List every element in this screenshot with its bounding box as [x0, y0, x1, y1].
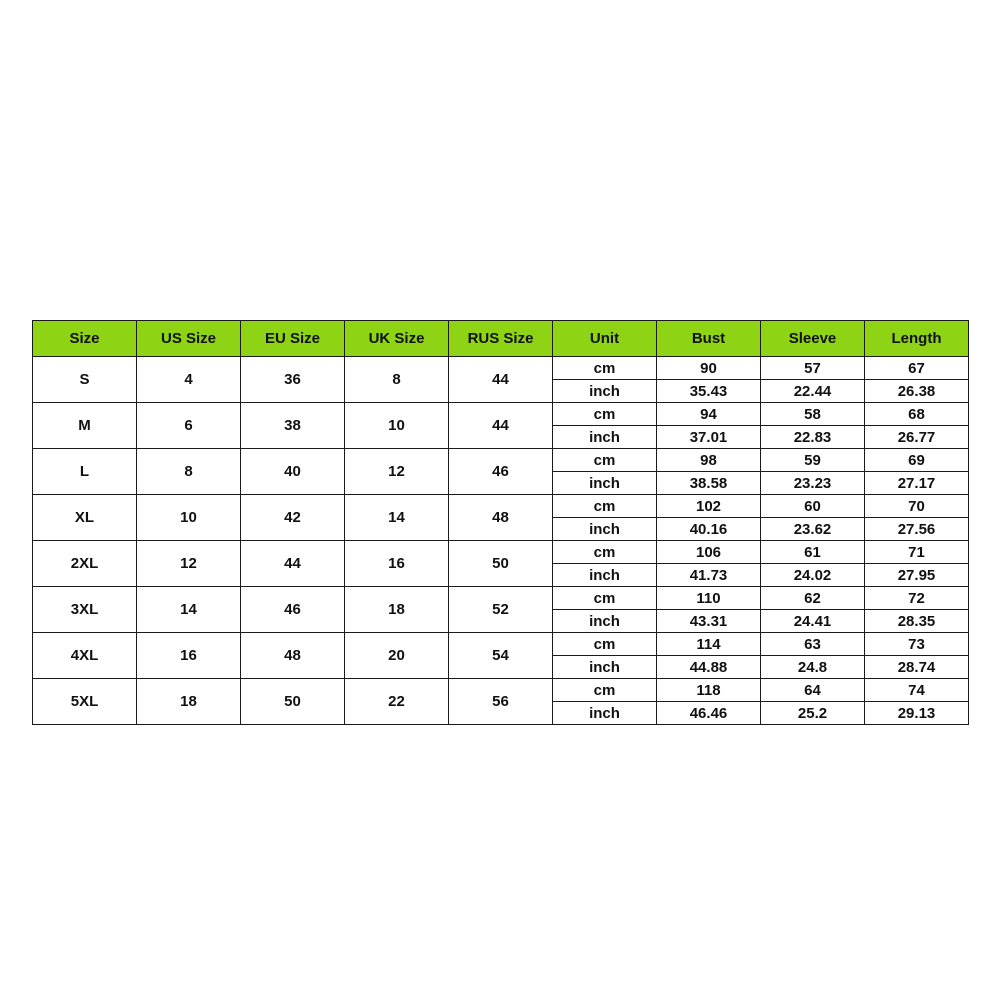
cell-inch-unit: inch	[553, 518, 657, 541]
cell-inch-sleeve: 22.44	[761, 380, 865, 403]
cell-inch-bust: 43.31	[657, 610, 761, 633]
cell-us: 18	[137, 679, 241, 725]
cell-eu: 42	[241, 495, 345, 541]
cell-rus: 50	[449, 541, 553, 587]
table-row	[33, 403, 969, 426]
cell-cm-length: 74	[865, 679, 969, 702]
cell-size: S	[33, 357, 137, 403]
cell-cm-sleeve: 62	[761, 587, 865, 610]
cell-inch-sleeve: 24.41	[761, 610, 865, 633]
cell-rus: 44	[449, 403, 553, 449]
cell-inch-sleeve: 22.83	[761, 426, 865, 449]
size-table	[32, 320, 969, 725]
cell-inch-length: 29.13	[865, 702, 969, 725]
table-row	[33, 495, 969, 518]
cell-cm-sleeve: 57	[761, 357, 865, 380]
cell-cm-sleeve: 58	[761, 403, 865, 426]
cell-cm-unit: cm	[553, 541, 657, 564]
cell-uk: 10	[345, 403, 449, 449]
column-header-uk-size: UK Size	[345, 321, 449, 357]
cell-inch-length: 27.17	[865, 472, 969, 495]
cell-cm-sleeve: 64	[761, 679, 865, 702]
cell-inch-sleeve: 24.02	[761, 564, 865, 587]
cell-cm-sleeve: 60	[761, 495, 865, 518]
cell-size: 5XL	[33, 679, 137, 725]
cell-inch-sleeve: 24.8	[761, 656, 865, 679]
cell-inch-length: 27.56	[865, 518, 969, 541]
cell-cm-length: 68	[865, 403, 969, 426]
cell-rus: 48	[449, 495, 553, 541]
cell-size: 2XL	[33, 541, 137, 587]
cell-rus: 54	[449, 633, 553, 679]
cell-inch-bust: 40.16	[657, 518, 761, 541]
cell-rus: 56	[449, 679, 553, 725]
cell-inch-unit: inch	[553, 656, 657, 679]
cell-inch-bust: 46.46	[657, 702, 761, 725]
cell-cm-bust: 90	[657, 357, 761, 380]
cell-cm-bust: 110	[657, 587, 761, 610]
size-chart	[32, 320, 969, 725]
column-header-bust: Bust	[657, 321, 761, 357]
cell-cm-unit: cm	[553, 403, 657, 426]
cell-cm-unit: cm	[553, 679, 657, 702]
cell-us: 8	[137, 449, 241, 495]
cell-eu: 36	[241, 357, 345, 403]
cell-us: 12	[137, 541, 241, 587]
cell-cm-unit: cm	[553, 449, 657, 472]
table-header	[33, 321, 969, 357]
cell-inch-bust: 44.88	[657, 656, 761, 679]
cell-inch-sleeve: 23.62	[761, 518, 865, 541]
cell-inch-bust: 41.73	[657, 564, 761, 587]
column-header-length: Length	[865, 321, 969, 357]
cell-cm-length: 72	[865, 587, 969, 610]
cell-inch-length: 28.35	[865, 610, 969, 633]
column-header-unit: Unit	[553, 321, 657, 357]
cell-cm-bust: 102	[657, 495, 761, 518]
cell-us: 6	[137, 403, 241, 449]
table-row	[33, 357, 969, 380]
cell-cm-bust: 106	[657, 541, 761, 564]
cell-inch-bust: 35.43	[657, 380, 761, 403]
cell-uk: 14	[345, 495, 449, 541]
column-header-rus-size: RUS Size	[449, 321, 553, 357]
cell-eu: 46	[241, 587, 345, 633]
cell-inch-bust: 38.58	[657, 472, 761, 495]
cell-cm-length: 70	[865, 495, 969, 518]
cell-cm-length: 69	[865, 449, 969, 472]
cell-uk: 12	[345, 449, 449, 495]
cell-size: M	[33, 403, 137, 449]
cell-inch-unit: inch	[553, 702, 657, 725]
cell-size: L	[33, 449, 137, 495]
cell-eu: 44	[241, 541, 345, 587]
cell-us: 10	[137, 495, 241, 541]
cell-inch-unit: inch	[553, 380, 657, 403]
column-header-eu-size: EU Size	[241, 321, 345, 357]
cell-inch-sleeve: 23.23	[761, 472, 865, 495]
column-header-size: Size	[33, 321, 137, 357]
cell-uk: 8	[345, 357, 449, 403]
cell-eu: 50	[241, 679, 345, 725]
table-row	[33, 541, 969, 564]
cell-inch-unit: inch	[553, 610, 657, 633]
cell-cm-sleeve: 63	[761, 633, 865, 656]
cell-inch-unit: inch	[553, 472, 657, 495]
cell-inch-unit: inch	[553, 426, 657, 449]
cell-cm-bust: 98	[657, 449, 761, 472]
cell-cm-sleeve: 61	[761, 541, 865, 564]
cell-uk: 22	[345, 679, 449, 725]
cell-rus: 44	[449, 357, 553, 403]
cell-uk: 18	[345, 587, 449, 633]
cell-inch-unit: inch	[553, 564, 657, 587]
cell-size: 3XL	[33, 587, 137, 633]
cell-eu: 48	[241, 633, 345, 679]
cell-eu: 40	[241, 449, 345, 495]
cell-rus: 52	[449, 587, 553, 633]
cell-cm-length: 71	[865, 541, 969, 564]
cell-us: 4	[137, 357, 241, 403]
header-row	[33, 321, 969, 357]
table-body	[33, 357, 969, 725]
cell-cm-sleeve: 59	[761, 449, 865, 472]
cell-cm-bust: 114	[657, 633, 761, 656]
cell-cm-unit: cm	[553, 587, 657, 610]
cell-cm-length: 67	[865, 357, 969, 380]
cell-rus: 46	[449, 449, 553, 495]
cell-inch-length: 28.74	[865, 656, 969, 679]
cell-cm-bust: 118	[657, 679, 761, 702]
cell-cm-length: 73	[865, 633, 969, 656]
cell-inch-bust: 37.01	[657, 426, 761, 449]
cell-cm-unit: cm	[553, 495, 657, 518]
table-row	[33, 449, 969, 472]
cell-inch-sleeve: 25.2	[761, 702, 865, 725]
cell-cm-unit: cm	[553, 357, 657, 380]
cell-cm-bust: 94	[657, 403, 761, 426]
cell-inch-length: 26.38	[865, 380, 969, 403]
cell-uk: 16	[345, 541, 449, 587]
cell-size: 4XL	[33, 633, 137, 679]
column-header-us-size: US Size	[137, 321, 241, 357]
cell-us: 16	[137, 633, 241, 679]
table-row	[33, 587, 969, 610]
cell-eu: 38	[241, 403, 345, 449]
cell-inch-length: 27.95	[865, 564, 969, 587]
cell-inch-length: 26.77	[865, 426, 969, 449]
cell-size: XL	[33, 495, 137, 541]
table-row	[33, 633, 969, 656]
table-row	[33, 679, 969, 702]
cell-cm-unit: cm	[553, 633, 657, 656]
cell-us: 14	[137, 587, 241, 633]
cell-uk: 20	[345, 633, 449, 679]
column-header-sleeve: Sleeve	[761, 321, 865, 357]
